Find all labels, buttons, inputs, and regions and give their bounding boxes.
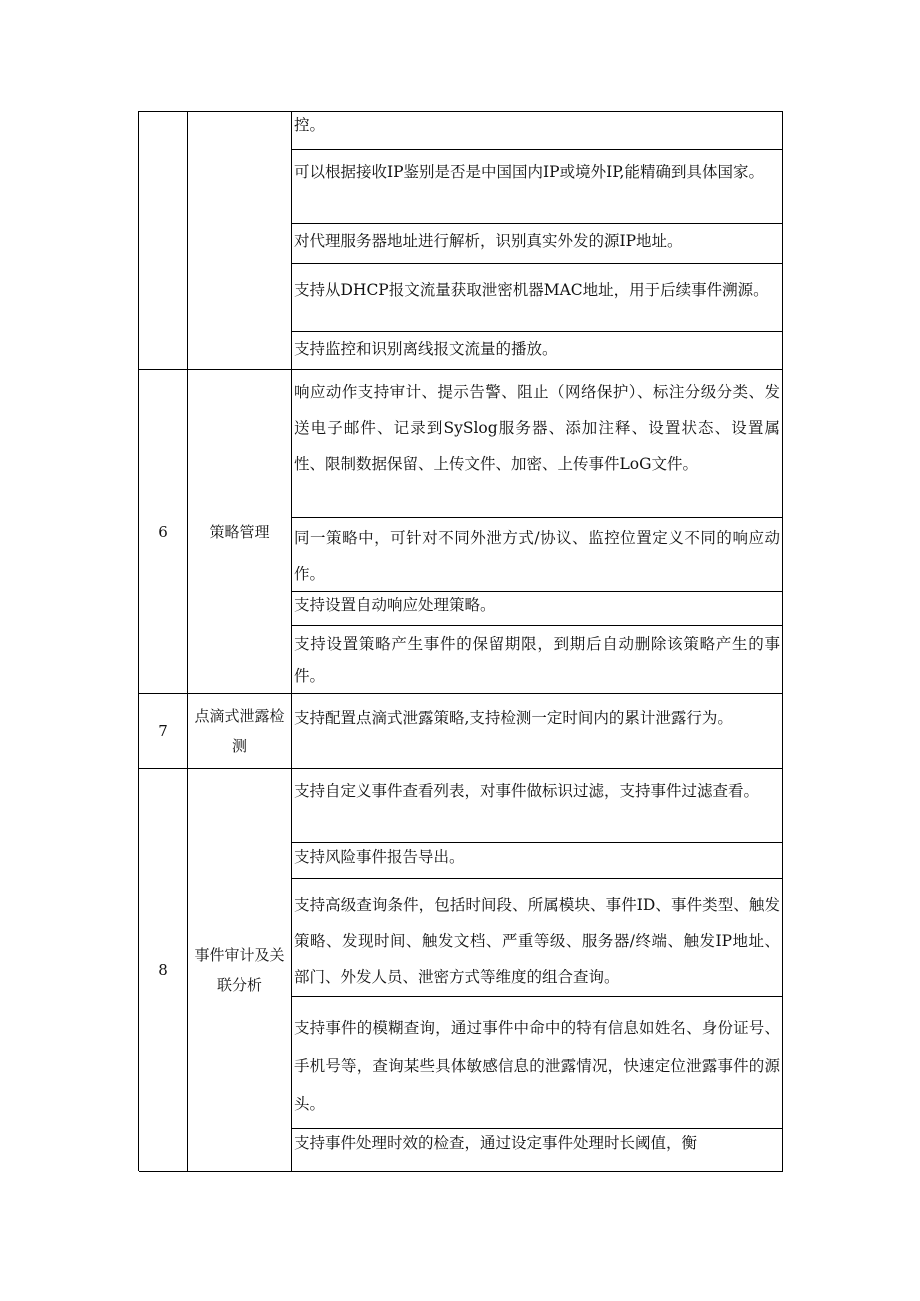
description-cell: 支持设置策略产生事件的保留期限，到期后自动删除该策略产生的事件。 <box>292 626 783 694</box>
feature-name: 事件审计及关联分析 <box>194 946 285 994</box>
description-cell: 控。 <box>292 112 783 150</box>
requirements-table <box>138 111 783 1171</box>
description-cell: 支持自定义事件查看列表，对事件做标识过滤，支持事件过滤查看。 <box>292 769 783 843</box>
row-number: 8 <box>158 961 168 979</box>
row-number: 7 <box>158 722 168 740</box>
row-number-cell <box>139 112 188 370</box>
description-cell: 对代理服务器地址进行解析，识别真实外发的源IP地址。 <box>292 224 783 264</box>
description-cell: 支持高级查询条件，包括时间段、所属模块、事件ID、事件类型、触发策略、发现时间、触发文档、严重等级、服务器/终端、触发IP地址、部门、外发人员、泄密方式等维度的组合查询。 <box>292 879 783 997</box>
feature-name-cell <box>188 112 292 370</box>
row-number-cell <box>139 370 188 694</box>
feature-name: 策略管理 <box>209 522 270 541</box>
description-cell: 支持从DHCP报文流量获取泄密机器MAC地址，用于后续事件溯源。 <box>292 264 783 332</box>
feature-name-cell <box>188 370 292 694</box>
description-cell: 支持事件处理时效的检查，通过设定事件处理时长阈值，衡 <box>292 1129 783 1172</box>
description-cell: 响应动作支持审计、提示告警、阻止（网络保护）、标注分级分类、发送电子邮件、记录到SySlog服务器、添加注释、设置状态、设置属性、限制数据保留、上传文件、加密、上传事件LoG文件。 <box>292 370 783 518</box>
description-cell: 支持配置点滴式泄露策略,支持检测一定时间内的累计泄露行为。 <box>292 694 783 769</box>
description-cell: 支持设置自动响应处理策略。 <box>292 592 783 626</box>
description-cell: 支持事件的模糊查询，通过事件中命中的特有信息如姓名、身份证号、手机号等，查询某些具体敏感信息的泄露情况，快速定位泄露事件的源头。 <box>292 997 783 1129</box>
feature-name-cell <box>188 769 292 1172</box>
row-number: 6 <box>158 522 168 541</box>
row-number-cell <box>139 694 188 769</box>
description-cell: 支持风险事件报告导出。 <box>292 843 783 879</box>
feature-name-cell <box>188 694 292 769</box>
row-number-cell <box>139 769 188 1172</box>
description-cell: 可以根据接收IP鉴别是否是中国国内IP或境外IP,能精确到具体国家。 <box>292 150 783 224</box>
description-cell: 支持监控和识别离线报文流量的播放。 <box>292 332 783 370</box>
description-cell: 同一策略中，可针对不同外泄方式/协议、监控位置定义不同的响应动作。 <box>292 518 783 592</box>
feature-name: 点滴式泄露检测 <box>194 707 285 755</box>
